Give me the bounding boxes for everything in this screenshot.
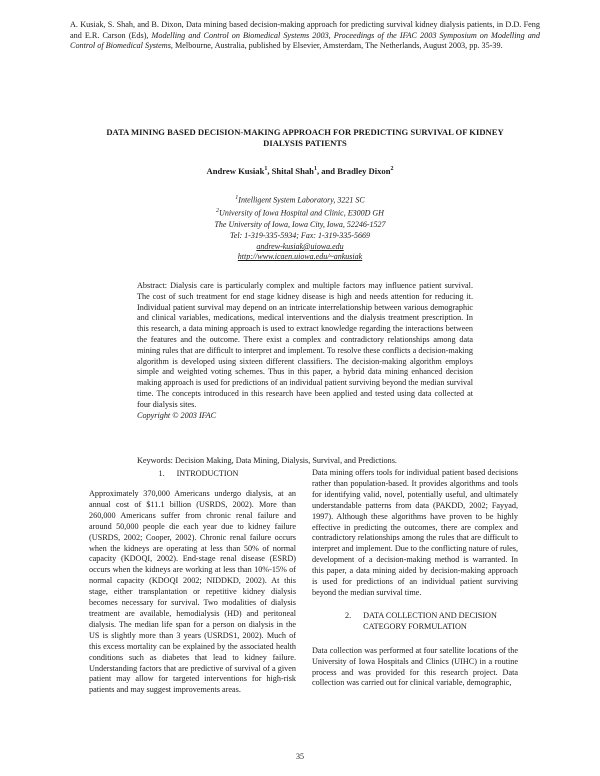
author-list — [90, 166, 510, 176]
homepage-link[interactable]: http://www.icaen.uiowa.edu/~ankusiak — [237, 252, 363, 262]
section-heading-data-collection — [312, 611, 518, 633]
paragraph: Data mining offers tools for individual patient based decisions rather than population-based. It provides algorithms and tools for identifying valid, novel, potentially useful, and ultimately understandable patterns from data (PAKDD, 2002; Fayyad, 1997). Although these algorithms have proven to be highly effective in predicting the outcomes, there are complex and contradictory relationships among the rules that are difficult to interpret and implement. Due to the conflicting nature of rules, development of a decision-making method is warranted. In this paper, a data mining aided by decision-making approach is used for predictions of an individual patient surviving beyond the median survival time. — [312, 468, 518, 597]
author-name: Shital Shah — [271, 166, 314, 176]
section-number: 2. — [345, 610, 352, 620]
author-name: Bradley Dixon — [337, 166, 391, 176]
citation-header — [70, 20, 540, 52]
citation-rest: , Melbourne, Australia, published by Elsevier, Amsterdam, The Netherlands, August 2003, pp. 35-39. — [170, 41, 503, 50]
section-title: INTRODUCTION — [176, 469, 239, 478]
paper-title: DATA MINING BASED DECISION-MAKING APPROACH FOR PREDICTING SURVIVAL OF KIDNEY DIALYSIS PATIENTS — [106, 127, 504, 148]
keywords: Keywords: Decision Making, Data Mining, Dialysis, Survival, and Predictions. — [137, 456, 397, 465]
section-number: 1. — [158, 469, 165, 478]
affil-line: The University of Iowa, Iowa City, Iowa, 52246-1527 — [214, 219, 386, 229]
right-column — [312, 468, 518, 689]
affil-sup: 2 — [216, 208, 220, 215]
author-affil-sup: 2 — [390, 166, 394, 173]
copyright-notice: Copyright © 2003 IFAC — [137, 410, 217, 420]
citation-journal: Modelling and Control on Biomedical Systems 2003, Proceedings of the IFAC 2003 Symposium on Modelling and Control of Biomedical Systems — [70, 30, 540, 50]
left-column — [89, 489, 296, 696]
paragraph: Data collection was performed at four satellite locations of the University of Iowa Hospitals and Clinics (UIHC) in a routine process and was provided for this research project. Data collection was carried out for clinical variable, demographic, — [312, 645, 518, 688]
page-number: 35 — [296, 752, 304, 761]
email-link[interactable]: andrew-kusiak@uiowa.edu — [256, 241, 344, 251]
citation-text: A. Kusiak, S. Shah, and B. Dixon, Data mining based decision-making approach for predicting survival kidney dialysis patients, in D.D. Feng and E.R. Carson (Eds), — [70, 20, 540, 40]
affiliations — [120, 193, 480, 263]
section-heading-introduction — [89, 469, 296, 478]
affil-line: Intelligent System Laboratory, 3221 SC — [238, 195, 365, 205]
author-affil-sup: 1 — [313, 166, 317, 173]
author-name: Andrew Kusiak — [206, 166, 265, 176]
affil-line: University of Iowa Hospital and Clinic, E300D GH — [219, 209, 384, 219]
author-sep: , — [267, 166, 272, 176]
abstract — [137, 281, 473, 421]
section-title: DATA COLLECTION AND DECISION — [363, 610, 497, 620]
author-sep: , and — [316, 166, 338, 176]
affil-sup: 1 — [235, 195, 239, 201]
author-affil-sup: 1 — [264, 166, 268, 173]
affil-contact: Tel: 1-319-335-5934; Fax: 1-319-335-5669 — [230, 230, 370, 240]
paragraph: Approximately 370,000 Americans undergo dialysis, at an annual cost of $11.1 billion (USRDS, 2002). More than 260,000 Americans suffer from chronic renal failure and around 50,000 people die each year due to kidney failure (USRDS, 2002; Cooper, 2002). Chronic renal failure occurs when the kidneys are operating at less than 50% of normal capacity (KDOQI, 2002). End-stage renal disease (ESRD) occurs when the kidneys are working at less than 10%-15% of normal capacity (KDOQI 2002; NIDDKD, 2002). At this stage, either transplantation or repetitive kidney dialysis becomes necessary for survival. Two modalities of dialysis treatment are available, hemodialysis (HD) and peritoneal dialysis. The median life span for a person on dialysis in the US is slightly more than 3 years (USRDS1, 2002). Much of this excess mortality can be explained by the associated health conditions such as diabetes that lead to kidney failure. Understanding factors that are predictive of survival of a given patient may allow for targeted interventions for high-risk patients and may suggest improvements areas. — [89, 489, 296, 695]
section-title-line2: CATEGORY FORMULATION — [363, 621, 467, 631]
abstract-text: Abstract: Dialysis care is particularly complex and multiple factors may influence patient survival. The cost of such treatment for end stage kidney disease is high and needs attention for reducing it. Individual patient survival may depend on an intricate interrelationship between various demographic and clinical variables, medications, medical interventions and the dialysis treatment prescription. In this research, a data mining approach is used to extract knowledge regarding the interactions between the features and the outcome. There exist a complex and contradictory relationships among data mining rules that are difficult to interpret and implement. To resolve these conflicts a decision-making algorithm is developed using sixteen different classifiers. The decision-making algorithm employs simple and weighted voting schemes. Thus in this paper, a hybrid data mining enhanced decision making approach is used for predictions of an individual patient surviving beyond the median survival time. The concepts introduced in this research have been applied and tested using data collected at four dialysis sites. — [137, 281, 473, 409]
